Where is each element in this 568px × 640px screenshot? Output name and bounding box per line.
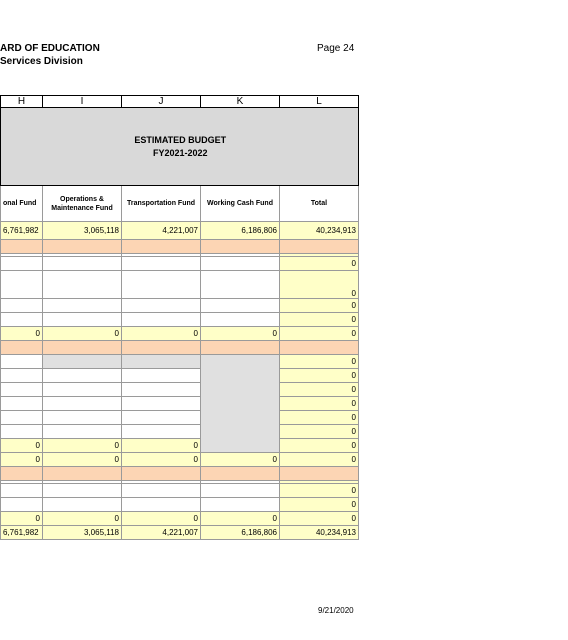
cell: 0 [280,383,359,397]
table-row [1,425,359,439]
budget-year: FY2021-2022 [152,147,208,158]
cell: 0 [280,397,359,411]
cell: 0 [201,453,280,467]
cell: 3,065,118 [43,222,122,240]
cell: 0 [201,512,280,526]
table-row [1,439,359,453]
cell: 0 [43,512,122,526]
cell: 4,221,007 [122,222,201,240]
table-row [1,257,359,271]
cell: 6,761,982 [1,222,43,240]
cell: 0 [280,313,359,327]
column-header: Total [280,186,359,222]
column-letter: J [122,96,201,108]
column-header-row [1,186,359,222]
cell: 0 [280,453,359,467]
table-row [1,271,359,299]
table-row [1,397,359,411]
cell: 0 [280,484,359,498]
cell: 0 [280,327,359,341]
cell: 0 [122,512,201,526]
table-row [1,369,359,383]
cell: 0 [201,327,280,341]
budget-title: ESTIMATED BUDGET [134,134,227,145]
column-letter: I [43,96,122,108]
cell: 0 [280,498,359,512]
cell: 0 [43,439,122,453]
table-row [1,313,359,327]
section-row [1,467,359,481]
table-row [1,383,359,397]
column-header: Operations & Maintenance Fund [43,186,122,222]
footer-date: 9/21/2020 [318,606,354,615]
cell: 0 [280,411,359,425]
cell: 0 [1,512,43,526]
table-row [1,327,359,341]
column-letter-row [1,96,359,108]
section-row [1,240,359,254]
table-row [1,222,359,240]
column-header: Working Cash Fund [201,186,280,222]
column-header: onal Fund [1,186,43,222]
cell: 40,234,913 [280,526,359,540]
report-subtitle: Services Division [0,56,83,67]
cell: 0 [43,327,122,341]
cell: 0 [280,299,359,313]
cell: 0 [122,327,201,341]
cell: 0 [1,327,43,341]
cell: 0 [1,439,43,453]
cell: 0 [280,512,359,526]
cell: 6,186,806 [201,526,280,540]
table-row [1,484,359,498]
column-header: Transportation Fund [122,186,201,222]
column-letter: H [1,96,43,108]
table-row [1,498,359,512]
cell: 0 [280,369,359,383]
cell: 0 [280,439,359,453]
budget-title-row [1,108,359,186]
table-row [1,299,359,313]
table-row [1,453,359,467]
cell: 40,234,913 [280,222,359,240]
cell: 0 [1,453,43,467]
table-row [1,526,359,540]
cell: 0 [280,271,359,299]
budget-sheet [0,95,359,540]
page-number: Page 24 [317,43,355,54]
cell: 3,065,118 [43,526,122,540]
cell: 4,221,007 [122,526,201,540]
report-title: ARD OF EDUCATION [0,43,100,54]
table-row [1,512,359,526]
cell: 0 [122,453,201,467]
column-letter: L [280,96,359,108]
cell: 0 [280,425,359,439]
cell: 0 [280,257,359,271]
cell: 0 [122,439,201,453]
table-row [1,355,359,369]
section-row [1,341,359,355]
cell: 6,186,806 [201,222,280,240]
cell: 0 [43,453,122,467]
table-row [1,411,359,425]
column-letter: K [201,96,280,108]
cell: 0 [280,355,359,369]
cell: 6,761,982 [1,526,43,540]
